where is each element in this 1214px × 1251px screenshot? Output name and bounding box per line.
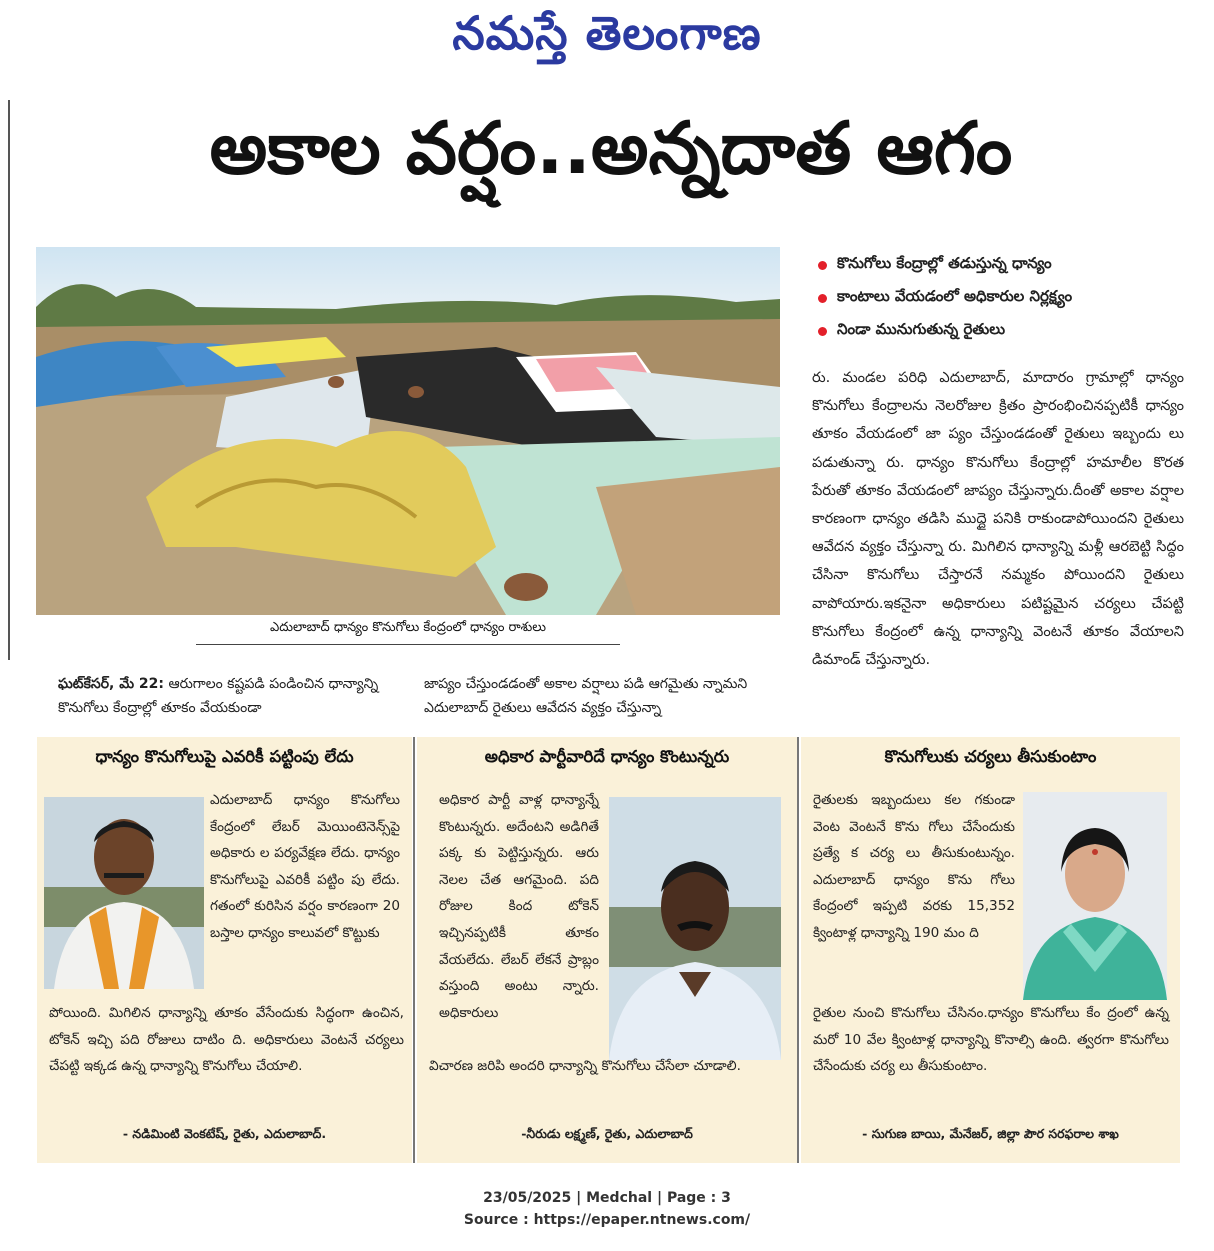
bullet-dot-icon	[818, 294, 827, 303]
quote-box-farmer-2	[417, 737, 797, 1163]
quote-signature: -నీరుడు లక్ష్మణ్, రైతు, ఎదులాబాద్	[521, 1126, 693, 1141]
footer-source-link[interactable]: Source : https://epaper.ntnews.com/	[463, 1212, 751, 1228]
quote-box-farmer-1	[37, 737, 412, 1163]
headline: అకాల వర్షం..అన్నదాత ఆగం	[209, 106, 1013, 190]
article-lede-col2: జాప్యం చేస్తుండడంతో అకాల వర్షాలు పడి ఆగమైతు న్నామని ఎదులాబాద్ రైతులు ఆవేదన వ్యక్తం చేస్తున్నా	[424, 676, 748, 716]
quote-text-continued: విచారణ జరిపి అందరి ధాన్యాన్ని కొనుగోలు చేసేలా చూడాలి.	[429, 1058, 741, 1074]
footer-edition-info: 23/05/2025 | Medchal | Page : 3	[483, 1190, 731, 1206]
bullet-dot-icon	[818, 327, 827, 336]
portrait-photo	[609, 797, 781, 1060]
bullet-dot-icon	[818, 261, 827, 270]
quote-title: ధాన్యం కొనుగోలుపై ఎవరికీ పట్టింపు లేదు	[95, 747, 354, 766]
article-body-side: రు. మండల పరిధి ఎదులాబాద్, మాదారం గ్రామాల్లో ధాన్యం కొనుగోలు కేంద్రాలను నెలరోజుల క్రితం ప్రారంభించినప్పటికీ ధాన్యం తూకం వేయడంలో జా ప్యం చేస్తుండడంతో రైతులు ఇబ్బందు లు పడుతున్నా రు. ధాన్యం కొనుగోలు కేంద్రాల్లో హమాలీల కొరత పేరుతో తూకం వేయడంలో జాప్యం చేస్తున్నారు.దీంతో అకాల వర్షాల కారణంగా ధాన్యం తడిసి ముద్దై పనికి రాకుండాపోయిందని రైతులు ఆవేదన వ్యక్తం చేస్తున్నా రు. మిగిలిన ధాన్యాన్ని మళ్లీ ఆరబెట్టి సిద్ధం చేసినా కొనుగోలు చేస్తారనే నమ్మకం పోయిందని రైతులు వాపోయారు.ఇకనైనా అధికారులు పటిష్టమైన చర్యలు చేపట్టి కొనుగోలు కేంద్రంలో ఉన్న ధాన్యాన్ని వెంటనే తూకం వేయాలని డిమాండ్ చేస్తున్నారు.	[812, 370, 1184, 669]
highlight-item: కొనుగోలు కేంద్రాల్లో తడుస్తున్న ధాన్యం	[818, 254, 1198, 276]
portrait-photo	[44, 797, 204, 989]
quote-text: రైతులకు ఇబ్బందులు కల గకుండా వెంట వెంటనే కొను గోలు చేసేందుకు ప్రత్యే క చర్య లు తీసుకుంటున్నం. ఎదులాబాద్ ధాన్యం కొను గోలు కేంద్రంలో ఇప్పటి వరకు 15,352 క్వింటాళ్ల ధాన్యాన్ని 190 మం ది	[813, 792, 1015, 941]
quote-text: అధికార పార్టీ వాళ్ల ధాన్యాన్నే కొంటున్నరు. అదేంటని అడిగితే పక్క కు పెట్టిస్తున్నరు. ఆరు నెలల చేత ఆగమైంది. పది రోజుల కింద టోకెన్ ఇచ్చినప్పటికీ తూకం వేయలేదు. లేబర్ లేకనే ప్రాబ్లం వస్తుంది అంటు న్నారు. అధికారులు	[439, 792, 599, 1021]
portrait-photo	[1023, 792, 1167, 1000]
article-lede-col1	[58, 672, 410, 720]
quote-signature: - సుగుణ బాయి, మేనేజర్, జిల్లా పౌర సరఫరాల శాఖ	[862, 1126, 1119, 1141]
quote-text-continued: రైతుల నుంచి కొనుగోలు చేసినం.ధాన్యం కొనుగోలు కేం ద్రంలో ఉన్న మరో 10 వేల క్వింటాళ్ల ధాన్యాన్ని కొనాల్సి ఉంది. త్వరగా కొనుగోలు చేసేందుకు చర్య లు తీసుకుంటాం.	[813, 1005, 1169, 1075]
highlight-item: కాంటాలు వేయడంలో అధికారుల నిర్లక్ష్యం	[818, 287, 1198, 309]
column-rule	[8, 100, 10, 660]
quote-title: అధికార పార్టీవారిదే ధాన్యం కొంటున్నరు	[484, 747, 730, 766]
dateline: ఘట్‌కేసర్, మే 22:	[58, 676, 165, 692]
box-divider	[797, 737, 799, 1163]
lede-text: ఆరుగాలం కష్టపడి పండించిన ధాన్యాన్ని కొనుగోలు కేంద్రాల్లో తూకం వేయకుండా	[58, 676, 379, 716]
photo-caption: ఎదులాబాద్ ధాన్యం కొనుగోలు కేంద్రంలో ధాన్యం రాశులు	[196, 620, 620, 645]
highlight-item: నిండా మునుగుతున్న రైతులు	[818, 320, 1198, 342]
quote-title: కొనుగోలుకు చర్యలు తీసుకుంటాం	[884, 747, 1097, 766]
news-photo	[36, 247, 780, 615]
quote-signature: - నడిమింటి వెంకటేష్, రైతు, ఎదులాబాద్.	[122, 1126, 327, 1141]
quote-box-official	[801, 737, 1180, 1163]
highlights-list	[818, 254, 1198, 353]
quote-text: ఎదులాబాద్ ధాన్యం కొనుగోలు కేంద్రంలో లేబర్ మెయింటెనెన్స్‌పై అధికారు ల పర్యవేక్షణ లేదు. ధాన్యం కొనుగోలుపై ఎవరికీ పట్టిం పు లేదు. గతంలో కురిసిన వర్షం కారణంగా 20 బస్తాల ధాన్యం కాలువలో కొట్టుకు	[210, 792, 400, 941]
quote-text-continued: పోయింది. మిగిలిన ధాన్యాన్ని తూకం వేసేందుకు సిద్ధంగా ఉంచిన, టోకెన్ ఇచ్చి పది రోజులు దాటిం ది. అధికారులు వెంటనే చర్యలు చేపట్టి ఇక్కడ ఉన్న ధాన్యాన్ని కొనుగోలు చేయాలి.	[49, 1005, 404, 1075]
masthead-logo: నమస్తే తెలంగాణ	[452, 6, 762, 60]
box-divider	[413, 737, 415, 1163]
